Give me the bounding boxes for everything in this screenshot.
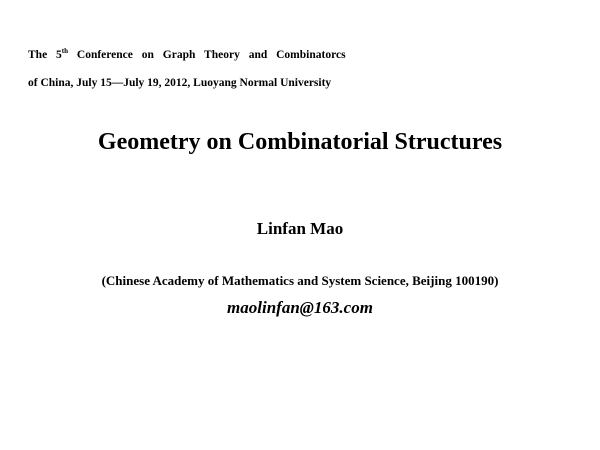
ordinal-superscript: th — [61, 47, 69, 56]
presentation-title: Geometry on Combinatorial Structures — [97, 129, 503, 155]
author-email: maolinfan@163.com — [227, 298, 373, 317]
conference-header-line-2: of China, July 15—July 19, 2012, Luoyang Normal University — [28, 77, 332, 89]
author-name: Linfan Mao — [256, 219, 344, 238]
author-affiliation: (Chinese Academy of Mathematics and System Science, Beijing 100190) — [101, 273, 499, 288]
conference-ordinal-prefix: The 5 — [28, 49, 62, 61]
conference-header-line-1 — [28, 48, 346, 62]
conference-name: Conference on Graph Theory and Combinatorcs — [68, 49, 346, 61]
